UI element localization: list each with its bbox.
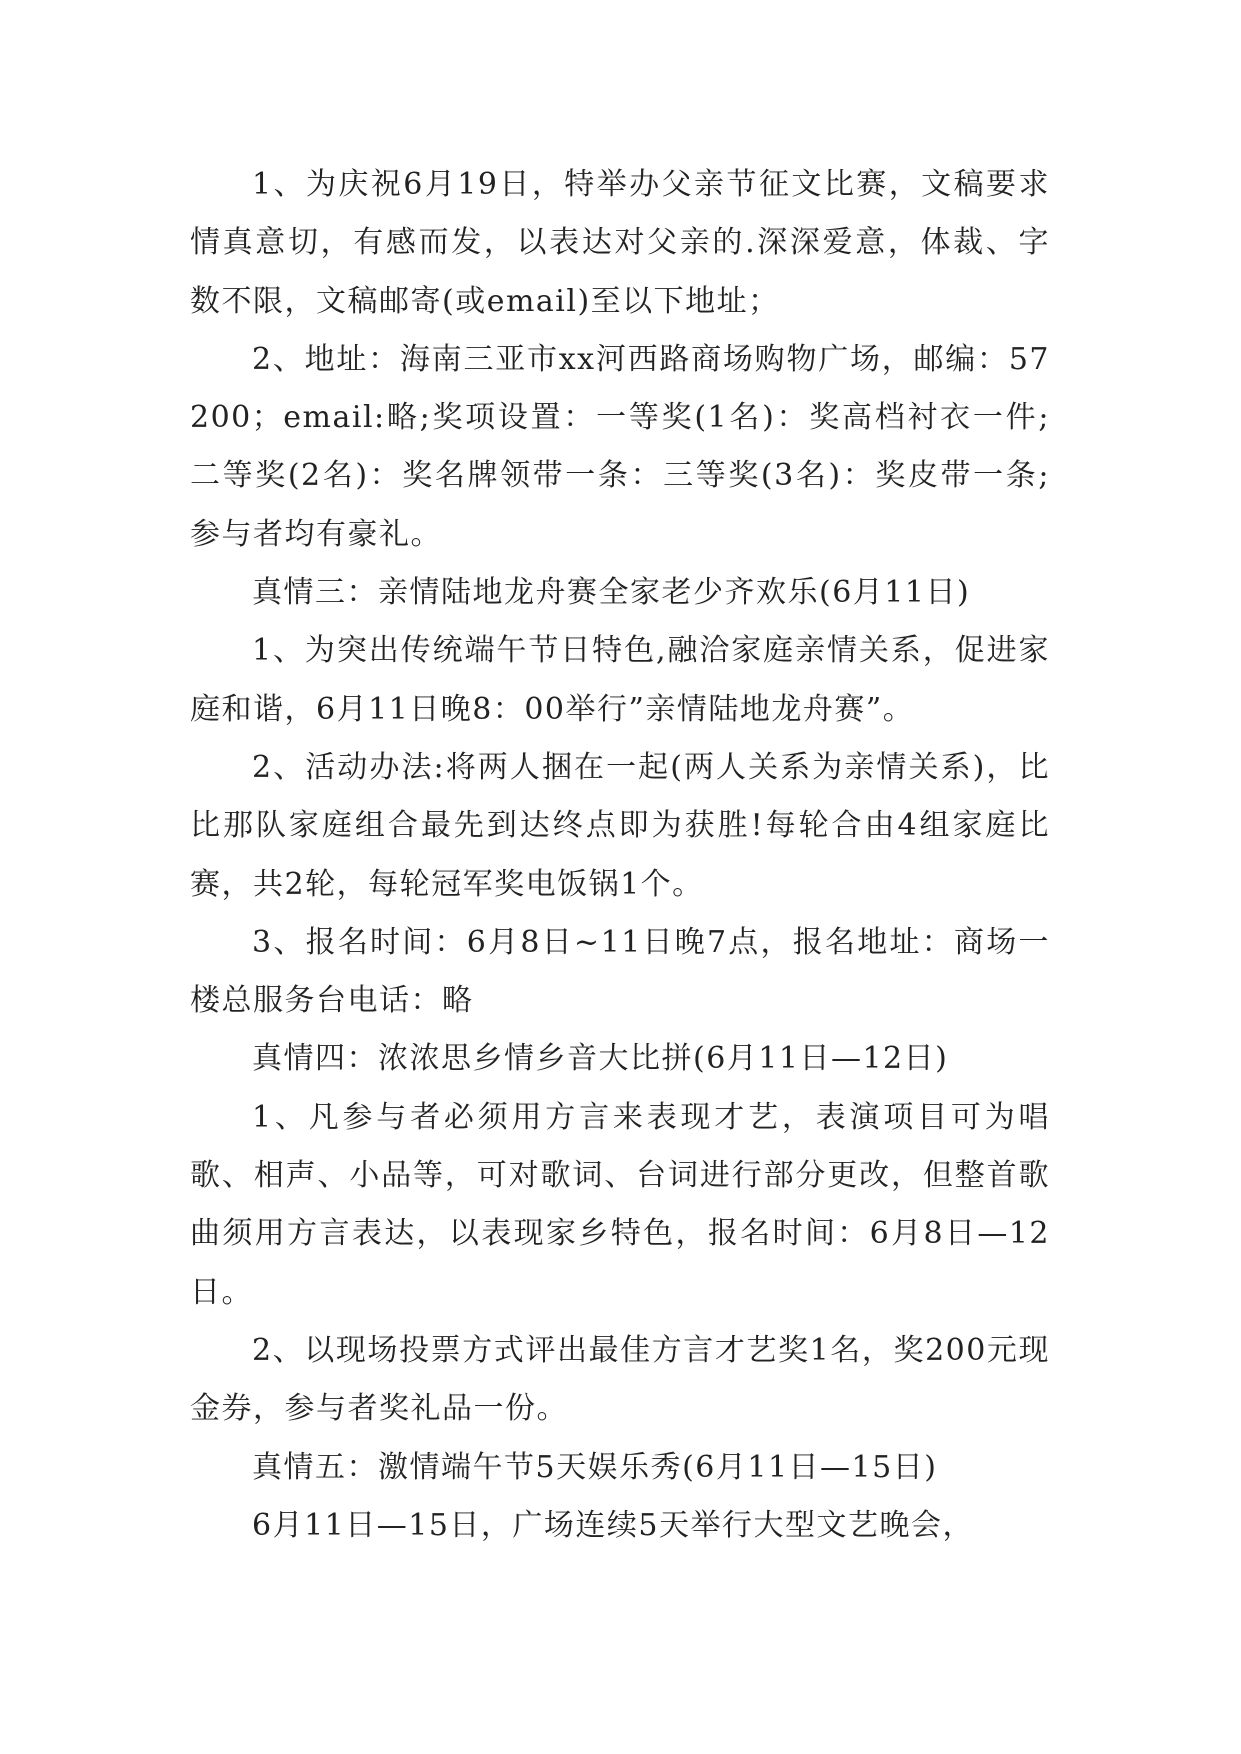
paragraph-dialect-talent-prizes: 2、以现场投票方式评出最佳方言才艺奖1名，奖200元现金券，参与者奖礼品一份。 [190,1332,1050,1427]
document-body [190,156,1050,1555]
heading-section-five: 真情五：激情端午节5天娱乐秀(6月11日—15日) [252,1449,938,1485]
heading-section-four: 真情四：浓浓思乡情乡音大比拼(6月11日—12日) [252,1041,949,1077]
paragraph-dialect-talent-rules: 1、凡参与者必须用方言来表现才艺，表演项目可为唱歌、相声、小品等，可对歌词、台词进行部分更改，但整首歌曲须用方言表达，以表现家乡特色，报名时间：6月8日—12日。 [190,1099,1050,1310]
paragraph-dragon-boat-intro: 1、为突出传统端午节日特色,融洽家庭亲情关系，促进家庭和谐，6月11日晚8：00举行”亲情陆地龙舟赛”。 [190,633,1050,727]
paragraph-dragon-boat-method: 2、活动办法:将两人捆在一起(两人关系为亲情关系)，比比那队家庭组合最先到达终点即为获胜!每轮合由4组家庭比赛，共2轮，每轮冠军奖电饭锅1个。 [190,749,1050,902]
paragraph-entertainment-show: 6月11日—15日，广场连续5天举行大型文艺晚会， [252,1507,975,1543]
paragraph-essay-contest-rules: 1、为庆祝6月19日，特举办父亲节征文比赛，文稿要求情真意切，有感而发，以表达对父亲的.深深爱意，体裁、字数不限，文稿邮寄(或email)至以下地址； [190,167,1050,319]
paragraph-address-and-prizes: 2、地址：海南三亚市xx河西路商场购物广场，邮编：57200；email:略;奖项设置：一等奖(1名)：奖高档衬衣一件;二等奖(2名)：奖名牌领带一条：三等奖(3名)：奖皮带一条;参与者均有豪礼。 [190,341,1050,552]
heading-section-three: 真情三：亲情陆地龙舟赛全家老少齐欢乐(6月11日) [252,575,971,611]
paragraph-dragon-boat-registration: 3、报名时间：6月8日~11日晚7点，报名地址：商场一楼总服务台电话：略 [190,924,1050,1019]
